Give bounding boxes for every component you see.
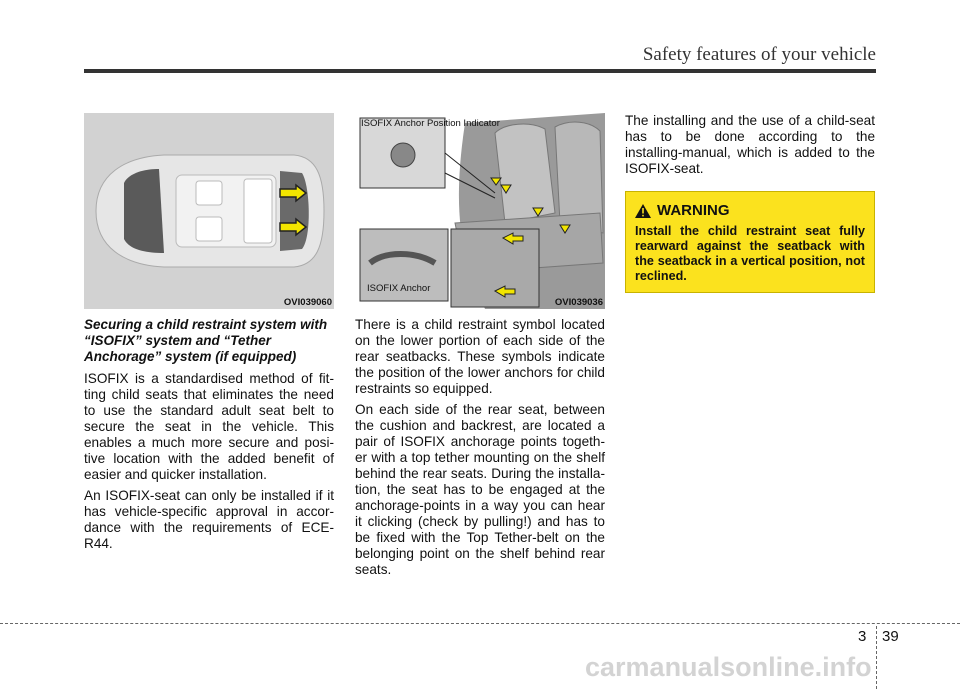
page-header-title: Safety features of your vehicle [642,44,876,65]
body-paragraph: ISOFIX is a standardised method of fit-ting child seats that eliminates the need to use the standard adult seat belt to secure the seat in the vehicle. This enables a much more secure and posi-tive location with the added benefit of easier and quicker installation. [84,371,334,482]
page-number: 39 [882,628,899,645]
car-topview-figure [84,113,334,309]
footer-separator [876,626,878,689]
warning-triangle-icon [635,204,651,218]
warning-header [635,202,865,219]
body-paragraph: The installing and the use of a child-seat has to be done according to the installing-manual, which is added to the ISOFIX-seat. [625,113,875,176]
figure-code: OVI039036 [554,297,603,308]
body-paragraph: An ISOFIX-seat can only be installed if it has vehicle-specific approval in accor-dance with the requirements of ECE-R44. [84,488,334,551]
watermark: carmanualsonline.info [585,652,872,682]
rear-seat-figure [355,113,605,309]
column-2 [355,113,605,583]
callout-isofix-anchor: ISOFIX Anchor [367,283,431,294]
callout-anchor-indicator: ISOFIX Anchor Position Indicator [361,118,500,129]
body-paragraph: On each side of the rear seat, between the cushion and backrest, are located a pair of ISOFIX anchorage points togeth-er with a top tether mounting on the shelf behind the rear seats. During the installa-tion, the seat has to be engaged at the anchorage-points in a way you can hear it clicking (check by pulling!) and has to be fixed with the Top Tether-belt on the belonging point on the shelf behind rear seats. [355,402,605,577]
header-rule [84,69,876,73]
column-1 [84,113,334,557]
rear-seat-illustration [355,113,605,309]
column-3 [625,113,875,293]
car-topview-illustration [84,113,334,309]
warning-title: WARNING [657,202,730,219]
section-subheading: Securing a child restraint system with “ISOFIX” system and “Tether Anchorage” system (if equipped) [84,317,328,364]
warning-body: Install the child restraint seat fully rearward against the seatback with the seatback in a vertical position, not reclined. [635,224,865,283]
figure-code: OVI039060 [283,297,332,308]
warning-box [625,191,875,293]
footer-rule [0,623,960,624]
body-paragraph: There is a child restraint symbol located on the lower portion of each side of the rear seatbacks. These symbols indicate the position of the lower anchors for child restraints so equipped. [355,317,605,396]
section-number: 3 [858,628,867,645]
